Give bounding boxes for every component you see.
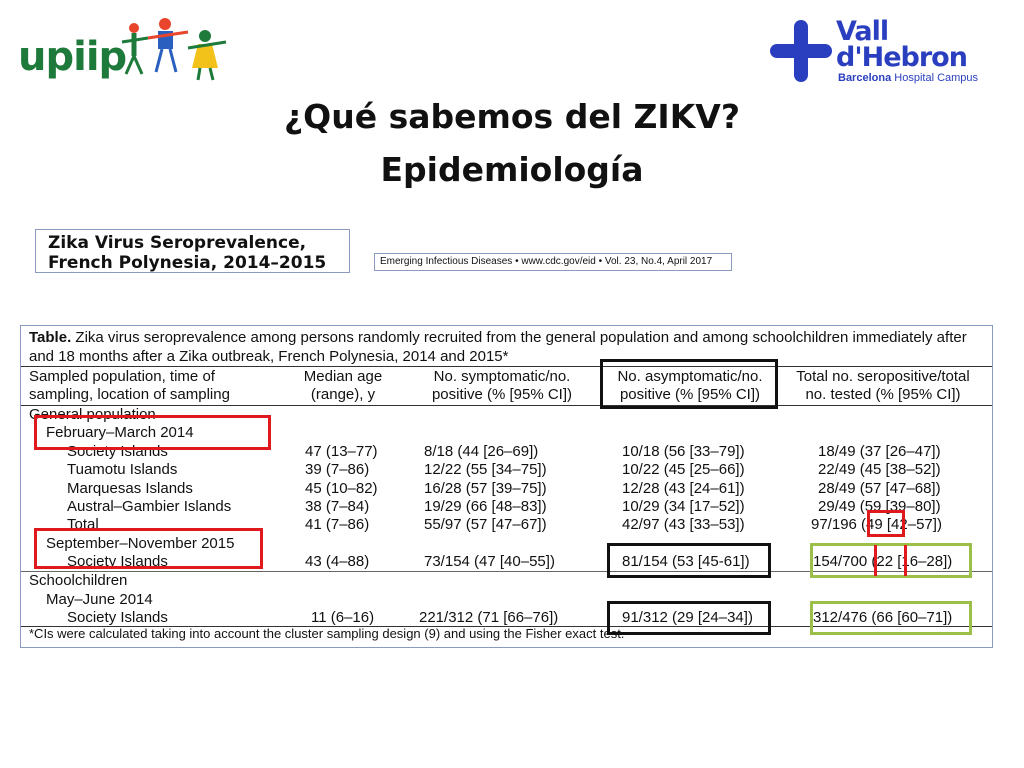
slide-title: ¿Qué sabemos del ZIKV? bbox=[284, 97, 740, 136]
highlight-feb-mar-2014 bbox=[34, 415, 271, 450]
subgroup-feb-mar-2014: February–March 2014 bbox=[46, 424, 194, 441]
group-general-population: General population bbox=[29, 406, 156, 423]
header-symptomatic-l2: positive (% [95% CI]) bbox=[431, 386, 573, 403]
row-age: 47 (13–77) bbox=[305, 443, 378, 460]
table-rule-top bbox=[21, 366, 992, 367]
row-symptomatic: 16/28 (57 [39–75]) bbox=[424, 480, 547, 497]
row-label: Society Islands bbox=[67, 443, 168, 460]
vh-subtitle: Barcelona Hospital Campus bbox=[838, 72, 979, 84]
header-asymptomatic-l2: positive (% [95% CI]) bbox=[619, 386, 761, 403]
marker-line-right bbox=[904, 545, 907, 576]
highlight-total-school bbox=[810, 601, 972, 635]
table-caption: Table. Zika virus seroprevalence among persons randomly recruited from the general population and among schoolchildren immediately after and 18 months after a Zika outbreak, French Polynesia, 2014 and 2015* bbox=[29, 329, 967, 365]
row-label: Total bbox=[67, 516, 99, 533]
row-symptomatic: 55/97 (57 [47–67]) bbox=[424, 516, 547, 533]
header-symptomatic-l1: No. symptomatic/no. bbox=[433, 368, 571, 385]
row-asymptomatic: 12/28 (43 [24–61]) bbox=[622, 480, 745, 497]
row-total: 29/49 (59 [39–80]) bbox=[818, 498, 941, 515]
article-title-line1: Zika Virus Seroprevalence, bbox=[48, 233, 307, 253]
row-asymptomatic: 81/154 (53 [45-61]) bbox=[622, 553, 750, 570]
row-asymptomatic: 42/97 (43 [33–53]) bbox=[622, 516, 745, 533]
row-total: 22/49 (45 [38–52]) bbox=[818, 461, 941, 478]
marker-line-left bbox=[874, 545, 877, 576]
seroprevalence-table bbox=[20, 325, 993, 648]
row-age: 43 (4–88) bbox=[305, 553, 370, 570]
highlight-asymptomatic-2015 bbox=[607, 543, 771, 578]
slide-subtitle: Epidemiología bbox=[380, 150, 644, 189]
subgroup-sep-nov-2015: September–November 2015 bbox=[46, 535, 235, 552]
row-label: Austral–Gambier Islands bbox=[67, 498, 232, 515]
children-figures-icon bbox=[118, 14, 243, 84]
row-age: 39 (7–86) bbox=[305, 461, 370, 478]
upiip-wordmark: upiip bbox=[18, 34, 127, 80]
row-symptomatic: 221/312 (71 [66–76]) bbox=[419, 609, 559, 626]
highlight-asymptomatic-school bbox=[607, 601, 771, 635]
row-total: 154/700 (22 [16–28]) bbox=[813, 553, 953, 570]
row-total: 97/196 (49 [42–57]) bbox=[811, 516, 942, 533]
group-schoolchildren: Schoolchildren bbox=[29, 572, 128, 589]
row-asymptomatic: 91/312 (29 [24–34]) bbox=[622, 609, 753, 626]
journal-citation: Emerging Infectious Diseases • www.cdc.gov/eid • Vol. 23, No.4, April 2017 bbox=[374, 253, 732, 271]
header-age-l1: Median age bbox=[303, 368, 383, 385]
upiip-logo bbox=[18, 14, 233, 86]
row-age: 38 (7–84) bbox=[305, 498, 370, 515]
row-asymptomatic: 10/22 (45 [25–66]) bbox=[622, 461, 745, 478]
row-total: 28/49 (57 [47–68]) bbox=[818, 480, 941, 497]
highlight-total-49 bbox=[867, 510, 905, 537]
header-population-l1: Sampled population, time of bbox=[29, 368, 215, 385]
header-total-l1: Total no. seropositive/total bbox=[796, 368, 970, 385]
row-label: Tuamotu Islands bbox=[67, 461, 178, 478]
row-symptomatic: 73/154 (47 [40–55]) bbox=[424, 553, 555, 570]
article-title-box bbox=[35, 229, 350, 273]
vh-wordmark-line1: Vall bbox=[836, 16, 889, 47]
header-asymptomatic-l1: No. asymptomatic/no. bbox=[617, 368, 763, 385]
header-population-l2: sampling, location of sampling bbox=[29, 386, 230, 403]
hospital-cross-icon bbox=[768, 18, 834, 84]
row-age: 11 (6–16) bbox=[311, 609, 375, 626]
subgroup-may-jun-2014: May–June 2014 bbox=[46, 591, 153, 608]
row-age: 45 (10–82) bbox=[305, 480, 378, 497]
row-total: 18/49 (37 [26–47]) bbox=[818, 443, 941, 460]
vall-dhebron-logo bbox=[768, 18, 988, 88]
row-label: Marquesas Islands bbox=[67, 480, 193, 497]
row-symptomatic: 8/18 (44 [26–69]) bbox=[424, 443, 539, 460]
highlight-total-2015 bbox=[810, 543, 972, 578]
highlight-asymptomatic-header bbox=[600, 359, 778, 409]
row-asymptomatic: 10/29 (34 [17–52]) bbox=[622, 498, 745, 515]
row-label: Society Islands bbox=[67, 553, 168, 570]
row-symptomatic: 19/29 (66 [48–83]) bbox=[424, 498, 547, 515]
table-footnote: *CIs were calculated taking into account the cluster sampling design (9) and using the Fisher exact test. bbox=[29, 626, 625, 641]
header-total-l2: no. tested (% [95% CI]) bbox=[805, 386, 961, 403]
row-label: Society Islands bbox=[67, 609, 168, 626]
row-symptomatic: 12/22 (55 [34–75]) bbox=[424, 461, 547, 478]
row-asymptomatic: 10/18 (56 [33–79]) bbox=[622, 443, 745, 460]
vh-wordmark-line2: d'Hebron bbox=[836, 42, 967, 73]
row-age: 41 (7–86) bbox=[305, 516, 370, 533]
row-total: 312/476 (66 [60–71]) bbox=[813, 609, 953, 626]
highlight-sep-nov-2015 bbox=[34, 528, 263, 569]
article-title-line2: French Polynesia, 2014–2015 bbox=[48, 253, 327, 273]
header-age-l2: (range), y bbox=[310, 386, 376, 403]
table-rule-header bbox=[21, 405, 992, 406]
